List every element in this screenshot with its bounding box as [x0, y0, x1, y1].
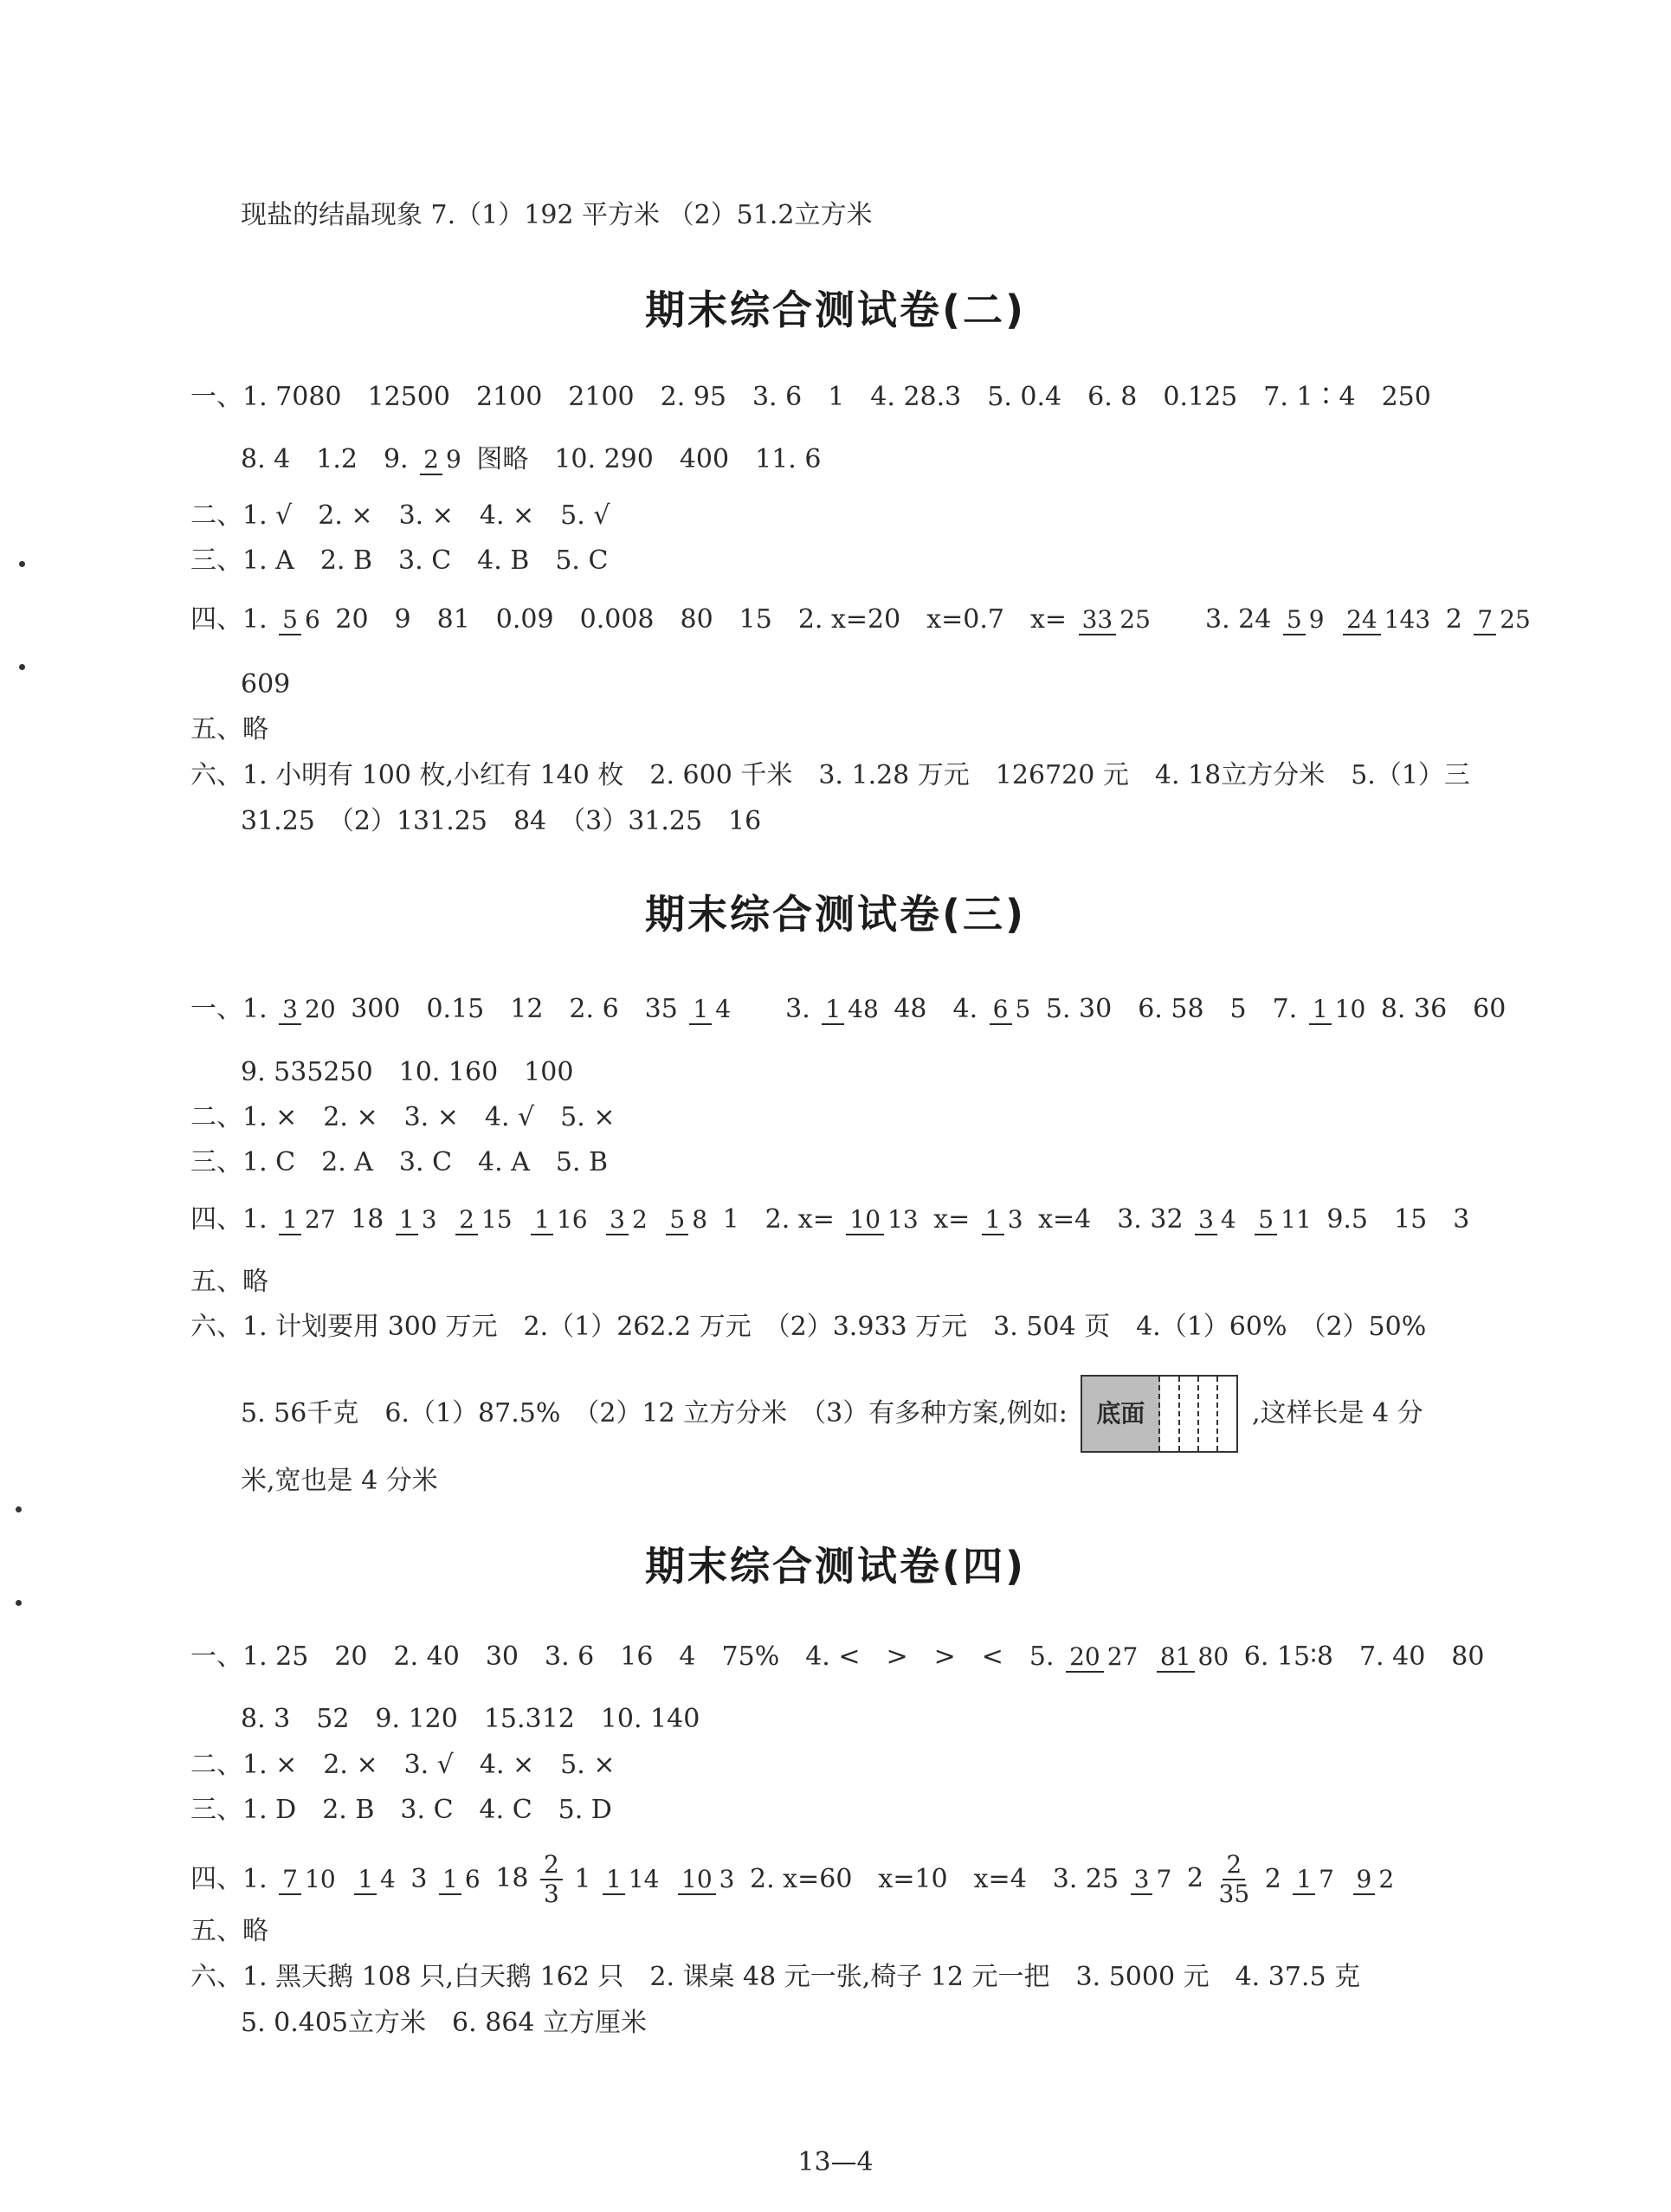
s3-line-1-b: 3.: [785, 994, 810, 1024]
fraction: 2 9: [420, 446, 465, 474]
fraction: 9 2: [1353, 1866, 1398, 1893]
s4-line-4-text: 三、1. D 2. B 3. C 4. C 5. D: [190, 1795, 612, 1825]
s3-line-1: [190, 991, 1506, 1026]
fraction: 1 27: [279, 1206, 339, 1234]
fraction: 3 7: [1131, 1866, 1176, 1893]
fraction: 1 3: [396, 1206, 441, 1234]
s2-line-5: [190, 602, 1538, 636]
fraction: 5 6: [279, 606, 324, 634]
s4-line-5: [190, 1850, 1401, 1908]
s3-line-8: [241, 1374, 1423, 1452]
s4-line-7: [190, 1959, 1360, 1994]
fraction: 5 8: [666, 1206, 711, 1234]
scan-speck: [16, 1506, 22, 1512]
s3-line-9: [241, 1463, 438, 1498]
s3-line-5-b: x=: [933, 1204, 971, 1235]
fraction: 1 7: [1293, 1866, 1338, 1893]
s4-line-5-d: 2: [1264, 1864, 1281, 1894]
fraction: 1 6: [439, 1866, 484, 1893]
s3-line-5-d: 9.5 15 3: [1326, 1204, 1470, 1235]
fraction: 2 15: [455, 1206, 515, 1234]
s4-line-3-text: 二、1. × 2. × 3. √ 4. × 5. ×: [190, 1750, 616, 1780]
mixed-number: 2 $\frac{2}{35}$: [1186, 1850, 1250, 1908]
fraction: 1 48: [822, 996, 881, 1023]
page-number: 13—4: [797, 2147, 874, 2177]
fraction: 24 143: [1343, 606, 1434, 634]
s2-line-6: [241, 667, 290, 701]
s2-line-9-text: 31.25 （2）131.25 84 （3）31.25 16: [241, 806, 762, 836]
s3-line-5-18: 18: [351, 1204, 384, 1235]
s3-line-4: [190, 1145, 608, 1179]
s2-line-4-text: 三、1. A 2. B 3. C 4. B 5. C: [190, 545, 609, 576]
s4-line-8-text: 5. 0.405立方米 6. 864 立方厘米: [241, 2008, 647, 2038]
s4-line-1: [190, 1639, 1484, 1674]
s2-line-8: [190, 758, 1470, 792]
s2-line-5-mid2: 3. 24: [1204, 604, 1272, 635]
s4-line-2: [241, 1701, 700, 1736]
s2-line-5-pre: 四、1.: [190, 604, 268, 635]
s4-line-7-text: 六、1. 黑天鹅 108 只,白天鹅 162 只 2. 课桌 48 元一张,椅子 12 元一把 3. 5000 元 4. 37.5 克: [190, 1962, 1361, 1992]
scan-speck: [16, 1600, 22, 1606]
s3-line-4-text: 三、1. C 2. A 3. C 4. A 5. B: [190, 1147, 609, 1177]
s3-line-6-text: 五、略: [190, 1267, 268, 1297]
fraction: 10 13: [846, 1206, 921, 1234]
s2-line-7: [190, 712, 268, 746]
s3-line-8-a: 5. 56千克 6.（1）87.5% （2）12 立方分米 （3）有多种方案,例如:: [241, 1398, 1068, 1428]
s3-line-5: [190, 1202, 1469, 1236]
section-title-2: 期末综合测试卷(二): [644, 287, 1027, 333]
fraction: 33 25: [1079, 606, 1154, 634]
fraction: 7 25: [1474, 606, 1533, 634]
s2-line-5-mid: 20 9 81 0.09 0.008 80 15 2. x=20 x=0.7 x=: [335, 604, 1068, 635]
s3-line-7: [190, 1309, 1426, 1344]
fraction: 3 20: [279, 996, 339, 1023]
section-title-3: 期末综合测试卷(三): [644, 891, 1027, 938]
s2-line-2: [241, 442, 821, 476]
fraction: 3 2: [606, 1206, 651, 1234]
s3-line-5-pre: 四、1.: [190, 1204, 268, 1235]
fraction: 81 80: [1157, 1643, 1232, 1671]
s4-line-6: [190, 1913, 268, 1948]
s2-line-8-text: 六、1. 小明有 100 枚,小红有 140 枚 2. 600 千米 3. 1.28 万元 126720 元 4. 18立方分米 5.（1）三: [190, 760, 1470, 790]
s3-line-8-b: ,这样长是 4 分: [1251, 1398, 1423, 1428]
s3-line-1-d: 5. 30 6. 58 5 7.: [1045, 994, 1298, 1024]
s3-line-1-e: 8. 36 60: [1380, 994, 1506, 1024]
s2-line-1: [190, 379, 1431, 414]
fraction: 5 11: [1255, 1206, 1314, 1234]
section-title-4: 期末综合测试卷(四): [644, 1543, 1027, 1590]
s4-line-8: [241, 2005, 647, 2040]
s3-line-1-pre: 一、1.: [190, 994, 268, 1024]
s3-line-6: [190, 1264, 268, 1299]
s2-line-1-text: 一、1. 7080 12500 2100 2100 2. 95 3. 6 1 4. 28.3 5. 0.4 6. 8 0.125 7. 1∶4 250: [190, 382, 1431, 412]
s2-line-2-a: 8. 4 1.2 9.: [241, 444, 409, 474]
fraction: 3 4: [1195, 1206, 1240, 1234]
fraction: 1 3: [982, 1206, 1027, 1234]
s4-line-1-a: 一、1. 25 20 2. 40 30 3. 6 16 4 75% 4. < > > < 5.: [190, 1641, 1055, 1672]
s3-line-5-c: x=4 3. 32: [1038, 1204, 1184, 1235]
scan-speck: [19, 561, 25, 567]
fraction: 1 16: [531, 1206, 590, 1234]
fraction: 1 10: [1309, 996, 1369, 1023]
s3-line-9-text: 米,宽也是 4 分米: [241, 1466, 438, 1496]
s2-line-7-text: 五、略: [190, 714, 268, 745]
fraction: 6 5: [990, 996, 1035, 1023]
s4-line-6-text: 五、略: [190, 1916, 268, 1946]
s3-line-7-text: 六、1. 计划要用 300 万元 2.（1）262.2 万元 （2）3.933 万元 3. 504 页 4.（1）60% （2）50%: [190, 1312, 1427, 1342]
s3-line-2: [241, 1054, 573, 1089]
base-diagram: [1081, 1375, 1238, 1453]
s2-line-3-text: 二、1. √ 2. × 3. × 4. × 5. √: [190, 500, 610, 531]
fraction: 10 3: [678, 1866, 738, 1893]
fraction: 20 27: [1066, 1643, 1141, 1671]
s4-line-5-a: 3: [410, 1864, 428, 1894]
s3-line-2-text: 9. 535250 10. 160 100: [241, 1057, 574, 1087]
s2-line-3: [190, 498, 610, 532]
fraction: 1 4: [354, 1866, 399, 1893]
fraction: 7 10: [279, 1866, 339, 1893]
s3-line-5-a: 1 2. x=: [722, 1204, 835, 1235]
mixed-number: 18 $\frac{2}{3}$: [495, 1851, 566, 1908]
s2-line-6-text: 609: [241, 669, 291, 700]
s4-line-4: [190, 1792, 612, 1827]
fraction: 1 14: [603, 1866, 662, 1893]
s4-line-5-pre: 四、1.: [190, 1864, 268, 1894]
s2-line-9: [241, 803, 761, 838]
s3-line-1-c: 48 4.: [894, 994, 978, 1024]
base-label: 底面: [1082, 1377, 1160, 1451]
s3-line-1-a: 300 0.15 12 2. 6 35: [351, 994, 678, 1024]
s3-line-3-text: 二、1. × 2. × 3. × 4. √ 5. ×: [190, 1102, 616, 1132]
top-line-text: 现盐的结晶现象 7.（1）192 平方米 （2）51.2立方米: [241, 200, 873, 230]
s4-line-3: [190, 1747, 615, 1782]
s4-line-1-b: 6. 15∶8 7. 40 80: [1243, 1641, 1485, 1672]
s4-line-5-c: 2. x=60 x=10 x=4 3. 25: [750, 1864, 1119, 1894]
top-continuation-line: [241, 197, 872, 232]
s2-line-5-mid3: 2: [1445, 604, 1462, 635]
s2-line-4: [190, 543, 608, 577]
fraction: 1 4: [689, 996, 734, 1023]
scan-speck: [19, 664, 25, 670]
fraction: 5 9: [1283, 606, 1328, 634]
s4-line-2-text: 8. 3 52 9. 120 15.312 10. 140: [241, 1704, 700, 1734]
s2-line-2-b: 图略 10. 290 400 11. 6: [476, 444, 822, 474]
s4-line-5-b: 1: [574, 1864, 591, 1894]
s3-line-3: [190, 1100, 615, 1134]
